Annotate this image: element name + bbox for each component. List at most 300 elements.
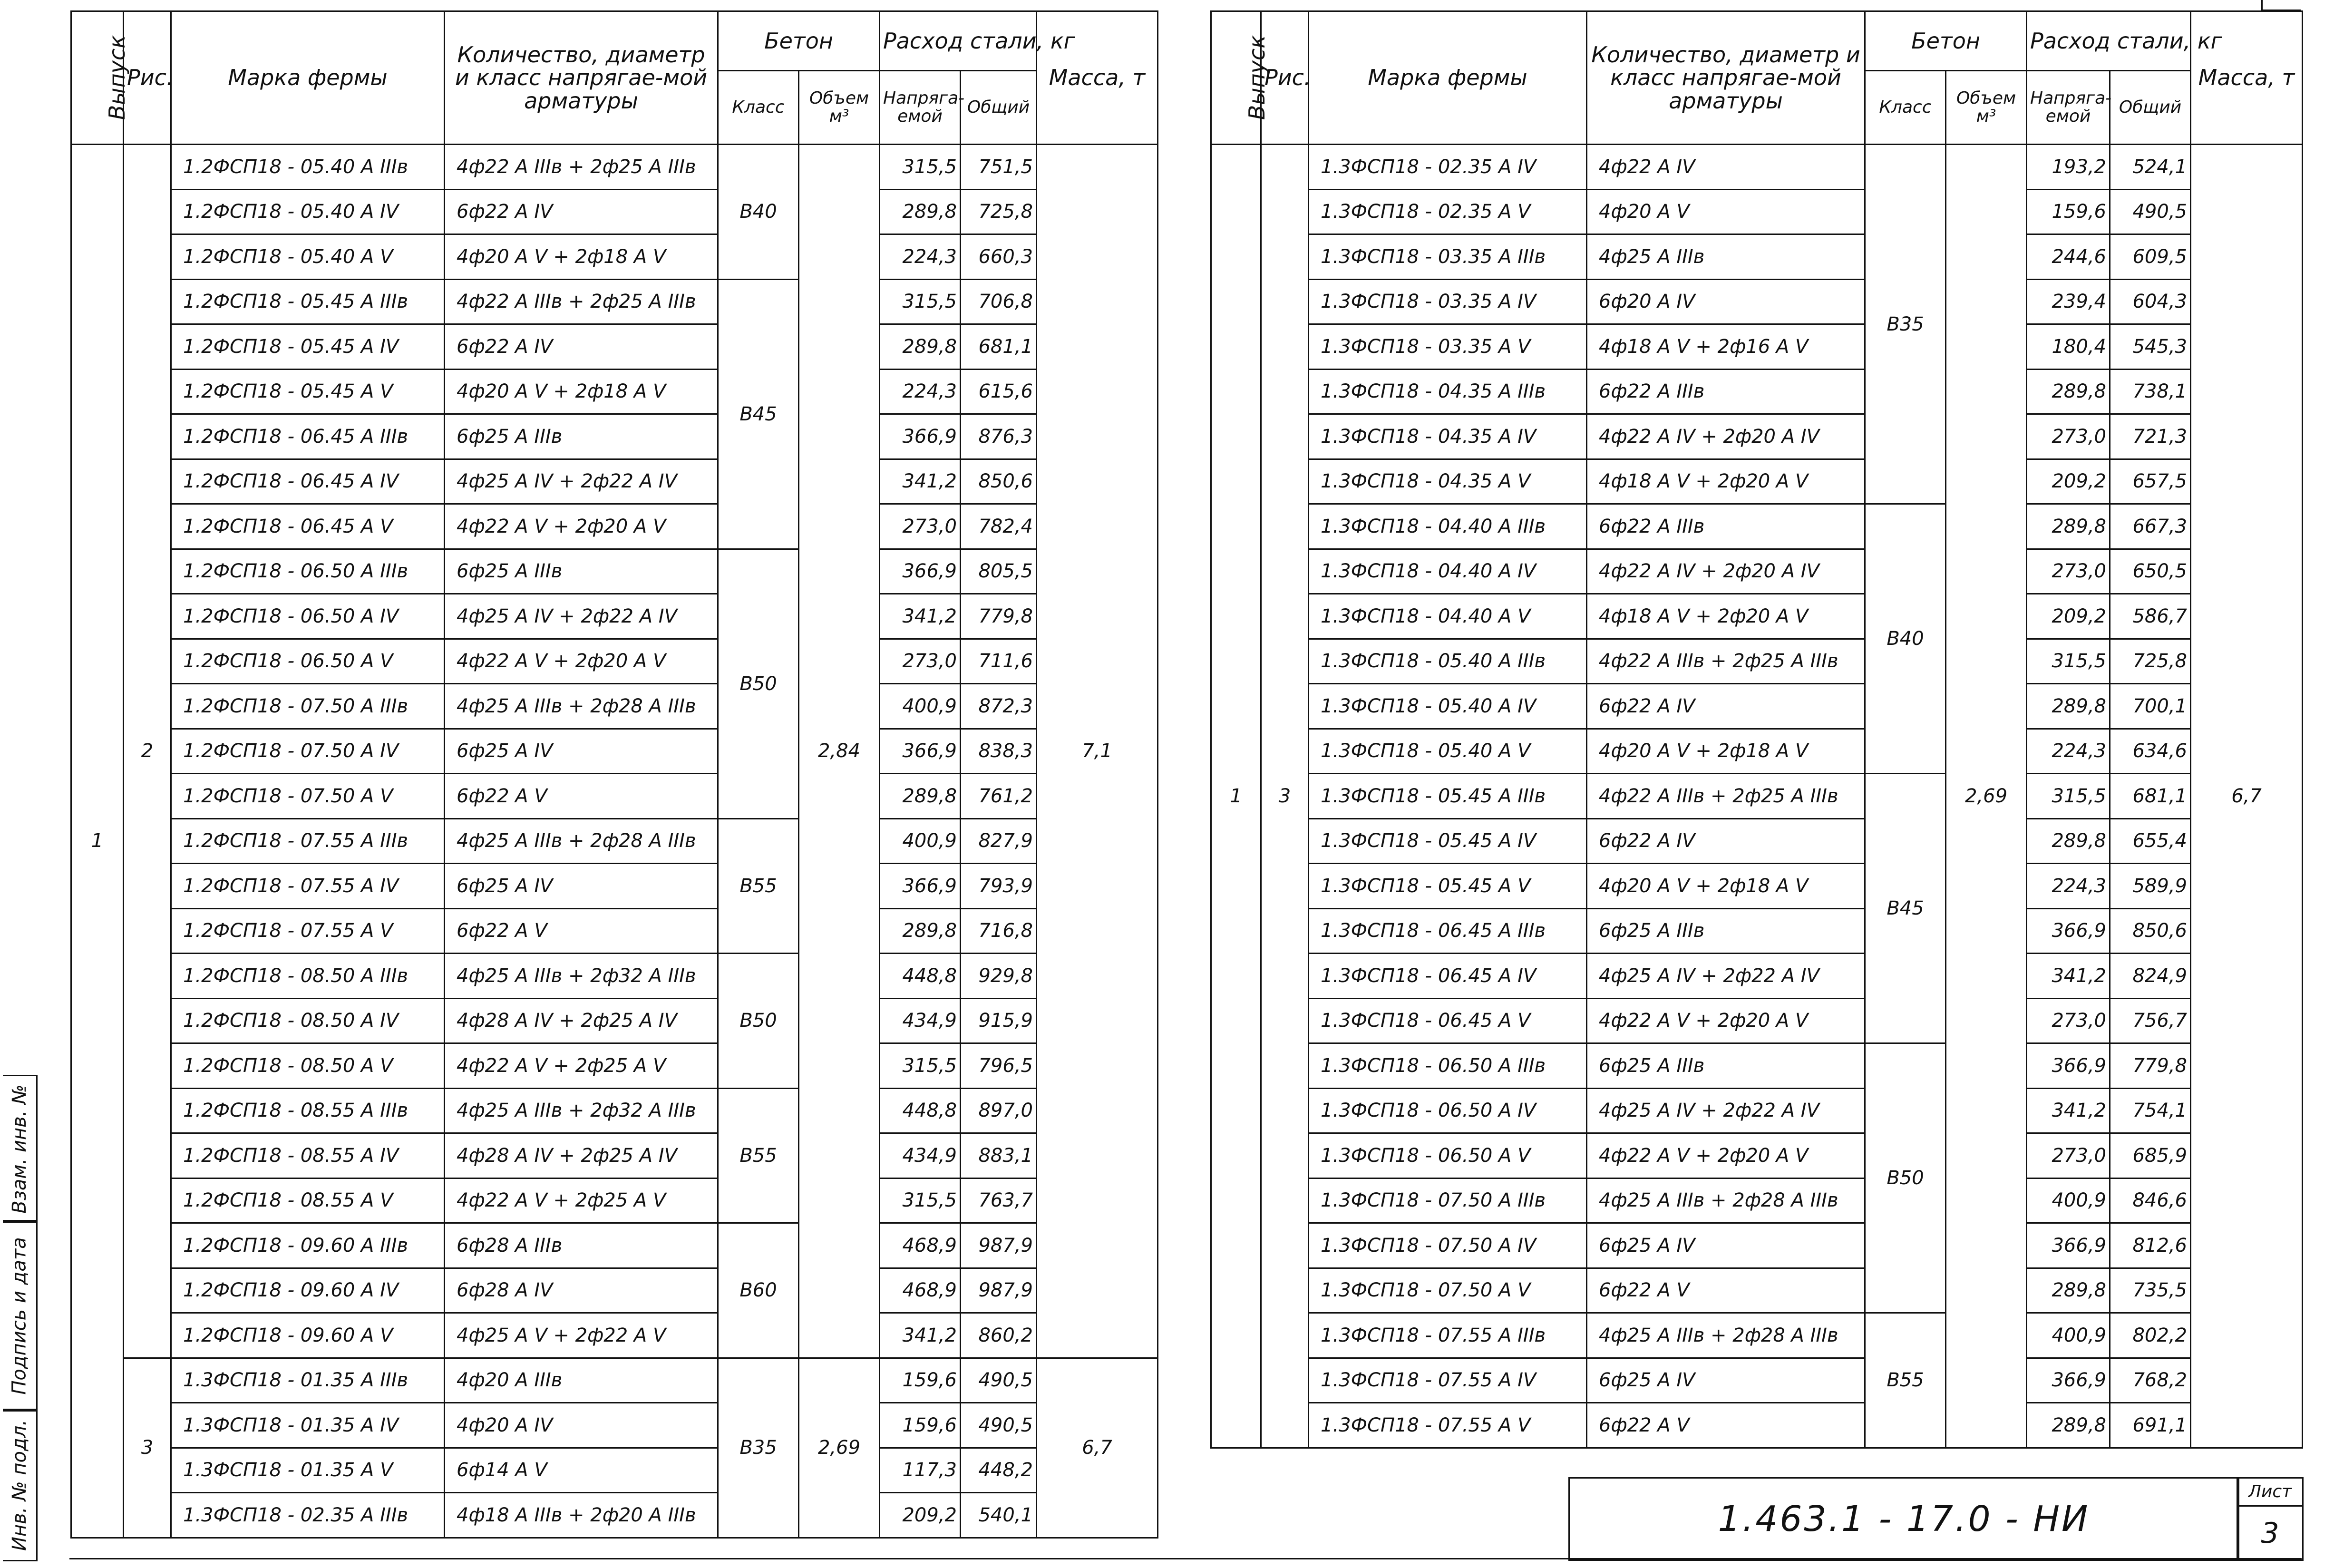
steel-total-cell: 929,8: [961, 954, 1037, 999]
reinforcement-cell: 6ф25 A IIIв: [1587, 1043, 1865, 1089]
steel-prestressed-cell: 289,8: [880, 774, 961, 819]
fig-cell: 2: [124, 145, 171, 1358]
steel-total-cell: 846,6: [2110, 1178, 2191, 1223]
mass-cell: 6,7: [2191, 145, 2303, 1448]
steel-total-cell: 850,6: [961, 459, 1037, 504]
reinforcement-cell: 6ф25 A IIIв: [1587, 908, 1865, 954]
truss-mark-cell: 1.3ФСП18 - 04.40 A V: [1309, 594, 1587, 639]
issue-cell: 1: [71, 145, 124, 1538]
reinforcement-cell: 4ф20 A V + 2ф18 A V: [445, 369, 718, 414]
side-stamp-original-inv: Инв. № подл.: [3, 1409, 38, 1561]
truss-mark-cell: 1.3ФСП18 - 06.45 A V: [1309, 998, 1587, 1043]
truss-mark-cell: 1.3ФСП18 - 01.35 A IV: [171, 1403, 445, 1448]
steel-total-cell: 545,3: [2110, 324, 2191, 370]
truss-mark-cell: 1.3ФСП18 - 05.45 A IV: [1309, 818, 1587, 864]
steel-prestressed-cell: 244,6: [2027, 234, 2110, 280]
steel-total-cell: 782,4: [961, 504, 1037, 549]
reinforcement-cell: 4ф22 A IIIв + 2ф25 A IIIв: [1587, 639, 1865, 684]
volume-cell: 2,69: [799, 1358, 880, 1538]
header-concrete: Бетон: [1865, 11, 2027, 71]
reinforcement-cell: 6ф22 A IV: [1587, 818, 1865, 864]
reinforcement-cell: 4ф20 A V + 2ф18 A V: [1587, 864, 1865, 909]
reinforcement-cell: 4ф22 A IV + 2ф20 A IV: [1587, 549, 1865, 594]
steel-total-cell: 779,8: [961, 594, 1037, 639]
reinforcement-cell: 4ф20 A V + 2ф18 A V: [1587, 729, 1865, 774]
truss-mark-cell: 1.2ФСП18 - 08.50 A IV: [171, 998, 445, 1043]
truss-mark-cell: 1.2ФСП18 - 08.55 A V: [171, 1178, 445, 1223]
steel-prestressed-cell: 434,9: [880, 998, 961, 1043]
steel-prestressed-cell: 400,9: [2027, 1313, 2110, 1358]
table-row: [1211, 1043, 2303, 1089]
steel-prestressed-cell: 366,9: [2027, 1043, 2110, 1089]
volume-cell: 2,84: [799, 145, 880, 1358]
steel-prestressed-cell: 273,0: [2027, 1133, 2110, 1178]
table-row: [1211, 324, 2303, 370]
steel-total-cell: 609,5: [2110, 234, 2191, 280]
reinforcement-cell: 6ф25 A IV: [1587, 1358, 1865, 1403]
reinforcement-cell: 6ф22 A IV: [1587, 684, 1865, 729]
steel-total-cell: 634,6: [2110, 729, 2191, 774]
steel-total-cell: 768,2: [2110, 1358, 2191, 1403]
steel-prestressed-cell: 273,0: [2027, 998, 2110, 1043]
concrete-class-cell: B50: [718, 954, 799, 1089]
reinforcement-cell: 6ф22 A V: [445, 774, 718, 819]
header-reinforcement: Количество, диаметр и класс напрягае-мой арматуры: [1587, 11, 1865, 145]
truss-mark-cell: 1.2ФСП18 - 07.55 A IV: [171, 864, 445, 909]
reinforcement-cell: 4ф22 A V + 2ф20 A V: [445, 639, 718, 684]
table-row: [1211, 279, 2303, 324]
truss-mark-cell: 1.2ФСП18 - 08.55 A IIIв: [171, 1088, 445, 1133]
reinforcement-cell: 4ф22 A IV + 2ф20 A IV: [1587, 414, 1865, 459]
reinforcement-cell: 6ф20 A IV: [1587, 279, 1865, 324]
table-row: [1211, 818, 2303, 864]
table-row: [71, 729, 1158, 774]
reinforcement-cell: 4ф18 A V + 2ф20 A V: [1587, 459, 1865, 504]
table-row: [71, 1268, 1158, 1313]
steel-prestressed-cell: 209,2: [2027, 594, 2110, 639]
header-steel-total: Общий: [2110, 71, 2191, 145]
truss-mark-cell: 1.3ФСП18 - 02.35 A IV: [1309, 145, 1587, 190]
table-row: [71, 1493, 1158, 1538]
truss-table-right: [1210, 10, 2303, 1449]
concrete-class-cell: B60: [718, 1223, 799, 1358]
reinforcement-cell: 4ф25 A IIIв + 2ф32 A IIIв: [445, 1088, 718, 1133]
concrete-class-cell: B55: [718, 818, 799, 954]
table-row: [71, 1403, 1158, 1448]
table-row: [71, 908, 1158, 954]
header-steel-prestressed: Напряга-емой: [2027, 71, 2110, 145]
steel-prestressed-cell: 289,8: [2027, 1403, 2110, 1448]
table-row: [1211, 954, 2303, 999]
steel-total-cell: 655,4: [2110, 818, 2191, 864]
steel-prestressed-cell: 366,9: [880, 414, 961, 459]
steel-prestressed-cell: 400,9: [880, 818, 961, 864]
table-row: [1211, 459, 2303, 504]
steel-total-cell: 524,1: [2110, 145, 2191, 190]
steel-prestressed-cell: 273,0: [2027, 549, 2110, 594]
steel-prestressed-cell: 209,2: [2027, 459, 2110, 504]
header-steel-total: Общий: [961, 71, 1037, 145]
truss-mark-cell: 1.2ФСП18 - 07.50 A V: [171, 774, 445, 819]
concrete-class-cell: B40: [718, 145, 799, 280]
reinforcement-cell: 4ф22 A IV: [1587, 145, 1865, 190]
steel-prestressed-cell: 159,6: [880, 1403, 961, 1448]
steel-prestressed-cell: 273,0: [880, 504, 961, 549]
mass-cell: 6,7: [1037, 1358, 1158, 1538]
steel-total-cell: 681,1: [2110, 774, 2191, 819]
truss-mark-cell: 1.2ФСП18 - 05.40 A IV: [171, 189, 445, 234]
steel-total-cell: 657,5: [2110, 459, 2191, 504]
truss-mark-cell: 1.2ФСП18 - 05.40 A IIIв: [171, 145, 445, 190]
truss-mark-cell: 1.3ФСП18 - 06.45 A IIIв: [1309, 908, 1587, 954]
table-row: [71, 145, 1158, 190]
header-volume: Объем м³: [799, 71, 880, 145]
truss-mark-cell: 1.3ФСП18 - 01.35 A V: [171, 1448, 445, 1493]
header-mass: Масса, т: [1037, 11, 1158, 145]
truss-mark-cell: 1.2ФСП18 - 06.45 A IV: [171, 459, 445, 504]
table-row: [1211, 1403, 2303, 1448]
table-row: [1211, 414, 2303, 459]
table-row: [1211, 504, 2303, 549]
reinforcement-cell: 6ф22 A IIIв: [1587, 369, 1865, 414]
table-row: [1211, 1223, 2303, 1268]
table-body-left: [71, 145, 1158, 1538]
truss-mark-cell: 1.2ФСП18 - 06.45 A V: [171, 504, 445, 549]
steel-prestressed-cell: 224,3: [2027, 864, 2110, 909]
steel-total-cell: 897,0: [961, 1088, 1037, 1133]
reinforcement-cell: 4ф25 A IV + 2ф22 A IV: [445, 459, 718, 504]
reinforcement-cell: 4ф25 A IV + 2ф22 A IV: [1587, 1088, 1865, 1133]
steel-total-cell: 860,2: [961, 1313, 1037, 1358]
steel-prestressed-cell: 193,2: [2027, 145, 2110, 190]
concrete-class-cell: B35: [718, 1358, 799, 1538]
concrete-class-cell: B50: [718, 549, 799, 818]
concrete-class-cell: B45: [718, 279, 799, 549]
steel-prestressed-cell: 341,2: [880, 459, 961, 504]
table-row: [71, 774, 1158, 819]
steel-total-cell: 604,3: [2110, 279, 2191, 324]
truss-mark-cell: 1.2ФСП18 - 08.50 A IIIв: [171, 954, 445, 999]
concrete-class-cell: B40: [1865, 504, 1946, 774]
steel-total-cell: 540,1: [961, 1493, 1037, 1538]
truss-mark-cell: 1.3ФСП18 - 07.50 A V: [1309, 1268, 1587, 1313]
steel-prestressed-cell: 341,2: [2027, 1088, 2110, 1133]
side-stamp-signature-date: Подпись и дата: [3, 1220, 38, 1412]
table-row: [1211, 998, 2303, 1043]
table-row: [71, 369, 1158, 414]
header-concrete-class: Класс: [718, 71, 799, 145]
reinforcement-cell: 6ф25 A IV: [1587, 1223, 1865, 1268]
steel-prestressed-cell: 117,3: [880, 1448, 961, 1493]
steel-prestressed-cell: 289,8: [880, 189, 961, 234]
truss-mark-cell: 1.2ФСП18 - 07.55 A IIIв: [171, 818, 445, 864]
steel-total-cell: 824,9: [2110, 954, 2191, 999]
steel-prestressed-cell: 468,9: [880, 1223, 961, 1268]
table-row: [71, 1223, 1158, 1268]
truss-mark-cell: 1.3ФСП18 - 05.45 A IIIв: [1309, 774, 1587, 819]
truss-mark-cell: 1.3ФСП18 - 02.35 A IIIв: [171, 1493, 445, 1538]
header-truss-mark: Марка фермы: [171, 11, 445, 145]
concrete-class-cell: B50: [1865, 1043, 1946, 1313]
truss-mark-cell: 1.2ФСП18 - 07.50 A IV: [171, 729, 445, 774]
fig-cell: 3: [1261, 145, 1309, 1448]
table-row: [1211, 549, 2303, 594]
table-row: [71, 684, 1158, 729]
reinforcement-cell: 4ф18 A IIIв + 2ф20 A IIIв: [445, 1493, 718, 1538]
steel-total-cell: 700,1: [2110, 684, 2191, 729]
table-row: [71, 189, 1158, 234]
steel-total-cell: 706,8: [961, 279, 1037, 324]
header-issue: Выпуск: [1211, 11, 1261, 145]
steel-prestressed-cell: 341,2: [880, 594, 961, 639]
header-reinforcement: Количество, диаметр и класс напрягае-мой арматуры: [445, 11, 718, 145]
truss-mark-cell: 1.3ФСП18 - 06.50 A V: [1309, 1133, 1587, 1178]
steel-prestressed-cell: 315,5: [880, 1178, 961, 1223]
table-row: [71, 279, 1158, 324]
steel-total-cell: 751,5: [961, 145, 1037, 190]
header-concrete: Бетон: [718, 11, 880, 71]
steel-prestressed-cell: 159,6: [880, 1358, 961, 1403]
truss-mark-cell: 1.3ФСП18 - 04.35 A V: [1309, 459, 1587, 504]
steel-prestressed-cell: 341,2: [2027, 954, 2110, 999]
steel-total-cell: 691,1: [2110, 1403, 2191, 1448]
table-row: [71, 324, 1158, 370]
steel-total-cell: 883,1: [961, 1133, 1037, 1178]
table-row: [1211, 1178, 2303, 1223]
truss-mark-cell: 1.3ФСП18 - 03.35 A IIIв: [1309, 234, 1587, 280]
steel-prestressed-cell: 159,6: [2027, 189, 2110, 234]
truss-mark-cell: 1.3ФСП18 - 04.35 A IIIв: [1309, 369, 1587, 414]
truss-mark-cell: 1.2ФСП18 - 09.60 A IIIв: [171, 1223, 445, 1268]
truss-mark-cell: 1.3ФСП18 - 05.45 A V: [1309, 864, 1587, 909]
steel-total-cell: 754,1: [2110, 1088, 2191, 1133]
truss-mark-cell: 1.3ФСП18 - 04.35 A IV: [1309, 414, 1587, 459]
header-steel-prestressed: Напряга-емой: [880, 71, 961, 145]
steel-prestressed-cell: 273,0: [880, 639, 961, 684]
reinforcement-cell: 4ф20 A V: [1587, 189, 1865, 234]
header-issue: Выпуск: [71, 11, 124, 145]
table-row: [71, 639, 1158, 684]
steel-prestressed-cell: 366,9: [880, 549, 961, 594]
steel-prestressed-cell: 273,0: [2027, 414, 2110, 459]
steel-total-cell: 987,9: [961, 1268, 1037, 1313]
table-row: [71, 1313, 1158, 1358]
truss-mark-cell: 1.3ФСП18 - 03.35 A V: [1309, 324, 1587, 370]
steel-prestressed-cell: 366,9: [2027, 908, 2110, 954]
steel-prestressed-cell: 468,9: [880, 1268, 961, 1313]
steel-total-cell: 850,6: [2110, 908, 2191, 954]
steel-total-cell: 725,8: [2110, 639, 2191, 684]
steel-prestressed-cell: 448,8: [880, 954, 961, 999]
truss-mark-cell: 1.2ФСП18 - 09.60 A V: [171, 1313, 445, 1358]
reinforcement-cell: 4ф20 A V + 2ф18 A V: [445, 234, 718, 280]
reinforcement-cell: 6ф14 A V: [445, 1448, 718, 1493]
reinforcement-cell: 6ф25 A IV: [445, 729, 718, 774]
table-row: [1211, 1088, 2303, 1133]
table-row: [1211, 1313, 2303, 1358]
header-steel: Расход стали, кг: [880, 11, 1037, 71]
reinforcement-cell: 6ф25 A IV: [445, 864, 718, 909]
truss-mark-cell: 1.2ФСП18 - 05.45 A IIIв: [171, 279, 445, 324]
table-row: [1211, 189, 2303, 234]
truss-mark-cell: 1.2ФСП18 - 09.60 A IV: [171, 1268, 445, 1313]
steel-prestressed-cell: 315,5: [880, 1043, 961, 1089]
reinforcement-cell: 4ф22 A V + 2ф25 A V: [445, 1178, 718, 1223]
truss-mark-cell: 1.3ФСП18 - 03.35 A IV: [1309, 279, 1587, 324]
table-row: [1211, 1358, 2303, 1403]
reinforcement-cell: 4ф25 A V + 2ф22 A V: [445, 1313, 718, 1358]
fig-cell: 3: [124, 1358, 171, 1538]
truss-mark-cell: 1.2ФСП18 - 06.50 A IV: [171, 594, 445, 639]
reinforcement-cell: 4ф25 A IV + 2ф22 A IV: [1587, 954, 1865, 999]
reinforcement-cell: 4ф25 A IIIв + 2ф28 A IIIв: [445, 818, 718, 864]
reinforcement-cell: 6ф25 A IIIв: [445, 549, 718, 594]
truss-mark-cell: 1.2ФСП18 - 07.50 A IIIв: [171, 684, 445, 729]
truss-mark-cell: 1.2ФСП18 - 06.50 A IIIв: [171, 549, 445, 594]
table-row: [1211, 864, 2303, 909]
issue-cell: 1: [1211, 145, 1261, 1448]
table-row: [71, 594, 1158, 639]
table-row: [71, 414, 1158, 459]
steel-total-cell: 589,9: [2110, 864, 2191, 909]
steel-prestressed-cell: 315,5: [880, 279, 961, 324]
truss-mark-cell: 1.3ФСП18 - 05.40 A V: [1309, 729, 1587, 774]
concrete-class-cell: B55: [1865, 1313, 1946, 1448]
steel-total-cell: 650,5: [2110, 549, 2191, 594]
steel-prestressed-cell: 341,2: [880, 1313, 961, 1358]
header-steel: Расход стали, кг: [2027, 11, 2191, 71]
steel-prestressed-cell: 366,9: [2027, 1223, 2110, 1268]
steel-prestressed-cell: 315,5: [880, 145, 961, 190]
truss-mark-cell: 1.3ФСП18 - 05.40 A IIIв: [1309, 639, 1587, 684]
reinforcement-cell: 4ф25 A IV + 2ф22 A IV: [445, 594, 718, 639]
table-row: [1211, 729, 2303, 774]
steel-prestressed-cell: 289,8: [2027, 684, 2110, 729]
steel-prestressed-cell: 448,8: [880, 1088, 961, 1133]
steel-prestressed-cell: 289,8: [880, 324, 961, 370]
header-volume: Объем м³: [1946, 71, 2027, 145]
reinforcement-cell: 6ф28 A IV: [445, 1268, 718, 1313]
truss-mark-cell: 1.3ФСП18 - 07.50 A IIIв: [1309, 1178, 1587, 1223]
steel-prestressed-cell: 289,8: [2027, 818, 2110, 864]
reinforcement-cell: 6ф22 A V: [445, 908, 718, 954]
reinforcement-cell: 4ф22 A V + 2ф20 A V: [1587, 1133, 1865, 1178]
header-fig: Рис.: [1261, 11, 1309, 145]
corner-mark: [2261, 0, 2301, 11]
steel-prestressed-cell: 366,9: [880, 729, 961, 774]
reinforcement-cell: 4ф25 A IIIв: [1587, 234, 1865, 280]
reinforcement-cell: 4ф25 A IIIв + 2ф28 A IIIв: [445, 684, 718, 729]
reinforcement-cell: 4ф25 A IIIв + 2ф28 A IIIв: [1587, 1178, 1865, 1223]
reinforcement-cell: 6ф25 A IIIв: [445, 414, 718, 459]
table-row: [1211, 145, 2303, 190]
side-stamp-replaced-inv: Взам. инв. №: [3, 1075, 38, 1223]
steel-total-cell: 721,3: [2110, 414, 2191, 459]
reinforcement-cell: 6ф22 A V: [1587, 1268, 1865, 1313]
concrete-class-cell: B45: [1865, 774, 1946, 1043]
steel-total-cell: 802,2: [2110, 1313, 2191, 1358]
steel-total-cell: 756,7: [2110, 998, 2191, 1043]
reinforcement-cell: 4ф22 A V + 2ф20 A V: [445, 504, 718, 549]
truss-mark-cell: 1.2ФСП18 - 08.55 A IV: [171, 1133, 445, 1178]
mass-cell: 7,1: [1037, 145, 1158, 1358]
title-block-sheet: [2237, 1477, 2304, 1561]
table-row: [71, 1133, 1158, 1178]
concrete-class-cell: B55: [718, 1088, 799, 1223]
reinforcement-cell: 4ф25 A IIIв + 2ф28 A IIIв: [1587, 1313, 1865, 1358]
truss-mark-cell: 1.3ФСП18 - 04.40 A IV: [1309, 549, 1587, 594]
steel-total-cell: 779,8: [2110, 1043, 2191, 1089]
steel-total-cell: 872,3: [961, 684, 1037, 729]
table-row: [71, 1448, 1158, 1493]
reinforcement-cell: 4ф25 A IIIв + 2ф32 A IIIв: [445, 954, 718, 999]
steel-total-cell: 490,5: [961, 1403, 1037, 1448]
truss-mark-cell: 1.2ФСП18 - 05.40 A V: [171, 234, 445, 280]
table-row: [1211, 594, 2303, 639]
steel-prestressed-cell: 224,3: [880, 369, 961, 414]
sheet-number: 3: [2261, 1517, 2279, 1550]
steel-total-cell: 915,9: [961, 998, 1037, 1043]
steel-prestressed-cell: 315,5: [2027, 774, 2110, 819]
table-row: [1211, 684, 2303, 729]
table-row: [1211, 1268, 2303, 1313]
steel-total-cell: 738,1: [2110, 369, 2191, 414]
table-row: [71, 864, 1158, 909]
table-row: [1211, 1133, 2303, 1178]
steel-total-cell: 793,9: [961, 864, 1037, 909]
steel-total-cell: 761,2: [961, 774, 1037, 819]
truss-mark-cell: 1.2ФСП18 - 06.50 A V: [171, 639, 445, 684]
steel-prestressed-cell: 180,4: [2027, 324, 2110, 370]
table-row: [1211, 639, 2303, 684]
truss-mark-cell: 1.3ФСП18 - 07.50 A IV: [1309, 1223, 1587, 1268]
steel-total-cell: 586,7: [2110, 594, 2191, 639]
title-block-designation: 1.463.1 - 17.0 - НИ: [1568, 1477, 2239, 1561]
steel-prestressed-cell: 400,9: [2027, 1178, 2110, 1223]
reinforcement-cell: 4ф22 A IIIв + 2ф25 A IIIв: [1587, 774, 1865, 819]
truss-mark-cell: 1.3ФСП18 - 05.40 A IV: [1309, 684, 1587, 729]
header-truss-mark: Марка фермы: [1309, 11, 1587, 145]
reinforcement-cell: 4ф28 A IV + 2ф25 A IV: [445, 998, 718, 1043]
reinforcement-cell: 4ф18 A V + 2ф20 A V: [1587, 594, 1865, 639]
header-mass: Масса, т: [2191, 11, 2303, 145]
table-row: [71, 459, 1158, 504]
truss-mark-cell: 1.3ФСП18 - 02.35 A V: [1309, 189, 1587, 234]
steel-prestressed-cell: 209,2: [880, 1493, 961, 1538]
reinforcement-cell: 6ф22 A IIIв: [1587, 504, 1865, 549]
truss-mark-cell: 1.3ФСП18 - 06.50 A IIIв: [1309, 1043, 1587, 1089]
steel-prestressed-cell: 289,8: [880, 908, 961, 954]
steel-prestressed-cell: 289,8: [2027, 369, 2110, 414]
header-fig: Рис.: [124, 11, 171, 145]
reinforcement-cell: 6ф22 A IV: [445, 189, 718, 234]
truss-mark-cell: 1.3ФСП18 - 07.55 A IV: [1309, 1358, 1587, 1403]
steel-total-cell: 667,3: [2110, 504, 2191, 549]
truss-mark-cell: 1.2ФСП18 - 08.50 A V: [171, 1043, 445, 1089]
steel-prestressed-cell: 434,9: [880, 1133, 961, 1178]
steel-total-cell: 490,5: [961, 1358, 1037, 1403]
truss-mark-cell: 1.3ФСП18 - 07.55 A IIIв: [1309, 1313, 1587, 1358]
truss-mark-cell: 1.2ФСП18 - 06.45 A IIIв: [171, 414, 445, 459]
table-row: [1211, 369, 2303, 414]
truss-mark-cell: 1.3ФСП18 - 04.40 A IIIв: [1309, 504, 1587, 549]
steel-total-cell: 796,5: [961, 1043, 1037, 1089]
steel-total-cell: 838,3: [961, 729, 1037, 774]
table-row: [71, 1178, 1158, 1223]
reinforcement-cell: 4ф22 A V + 2ф20 A V: [1587, 998, 1865, 1043]
table-row: [71, 998, 1158, 1043]
steel-total-cell: 716,8: [961, 908, 1037, 954]
